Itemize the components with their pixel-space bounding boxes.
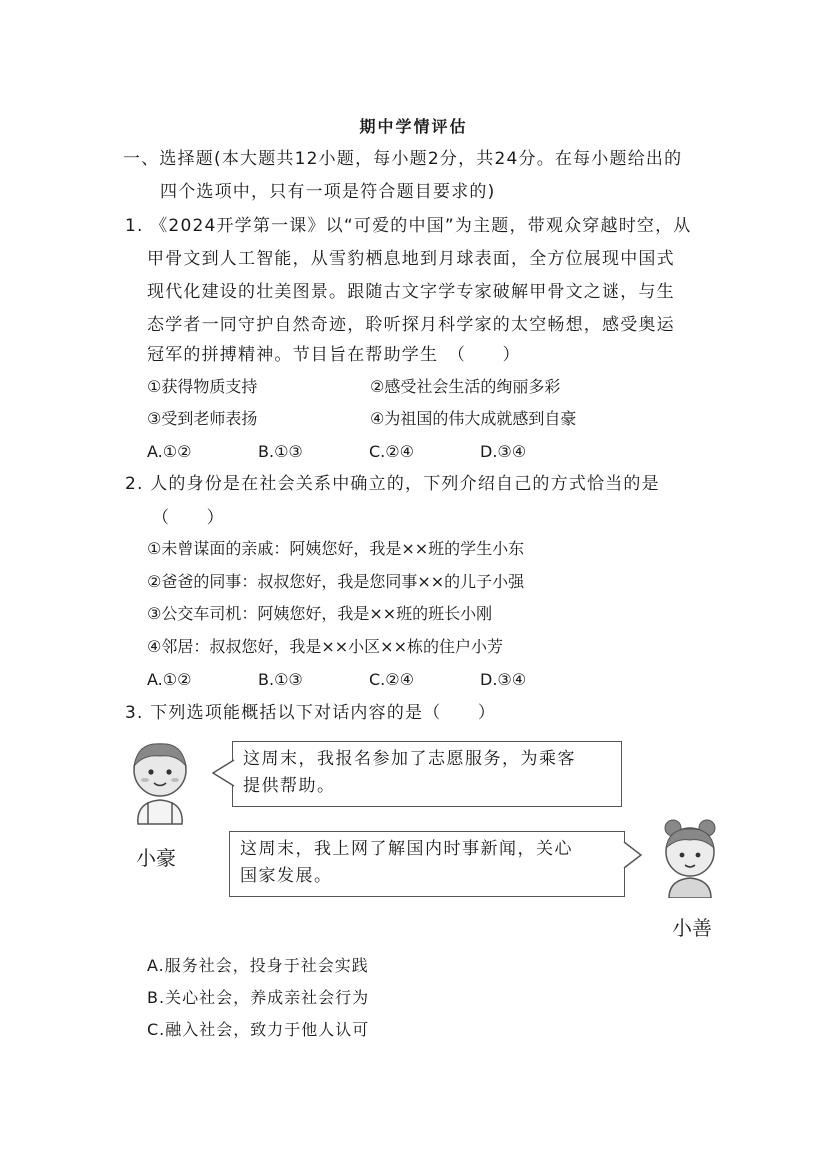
question-2-choice-b[interactable]: B.①③ bbox=[258, 670, 303, 689]
question-2-item: ④邻居：叔叔您好，我是××小区××栋的住户小芳 bbox=[147, 637, 503, 656]
question-2-item: ①未曾谋面的亲戚：阿姨您好，我是××班的学生小东 bbox=[147, 539, 525, 558]
question-1-item: ②感受社会生活的绚丽多彩 bbox=[370, 377, 561, 396]
question-1-item: ④为祖国的伟大成就感到自豪 bbox=[370, 409, 577, 428]
bubble-tail-left bbox=[211, 758, 235, 788]
question-1-stem: 1. 《2024开学第一课》以“可爱的中国”为主题，带观众穿越时空，从 bbox=[125, 216, 692, 236]
speech-bubble-text: 提供帮助。 bbox=[243, 776, 336, 796]
speech-bubble-text: 国家发展。 bbox=[240, 866, 333, 886]
page-title: 期中学情评估 bbox=[359, 117, 468, 136]
question-3-choice-b[interactable]: B.关心社会，养成亲社会行为 bbox=[147, 988, 370, 1007]
question-2-item: ②爸爸的同事：叔叔您好，我是您同事××的儿子小强 bbox=[147, 572, 525, 591]
speaker-name-xiaoshan: 小善 bbox=[672, 916, 712, 940]
question-1-stem: 冠军的拼搏精神。节目旨在帮助学生 （ ） bbox=[147, 345, 521, 365]
question-1-stem: 态学者一同守护自然奇迹，聆听探月科学家的太空畅想，感受奥运 bbox=[147, 315, 675, 335]
question-3-stem: 3. 下列选项能概括以下对话内容的是（ ） bbox=[125, 703, 497, 723]
speech-bubble-text: 这周末，我上网了解国内时事新闻，关心 bbox=[240, 839, 573, 859]
boy-illustration bbox=[120, 738, 200, 826]
question-1-choice-a[interactable]: A.①② bbox=[147, 442, 192, 461]
speech-bubble-text: 这周末，我报名参加了志愿服务，为乘客 bbox=[243, 749, 576, 769]
question-2-item: ③公交车司机：阿姨您好，我是××班的班长小刚 bbox=[147, 604, 493, 623]
speech-bubble-xiaohao bbox=[232, 741, 622, 807]
speaker-name-xiaohao: 小豪 bbox=[136, 846, 176, 870]
bubble-tail-right bbox=[623, 840, 643, 870]
question-1-item: ③受到老师表扬 bbox=[147, 409, 258, 428]
question-2-stem: （ ） bbox=[152, 508, 225, 528]
question-3-choice-a[interactable]: A.服务社会，投身于社会实践 bbox=[147, 956, 369, 975]
question-1-item: ①获得物质支持 bbox=[147, 377, 258, 396]
question-2-choice-c[interactable]: C.②④ bbox=[369, 670, 414, 689]
question-1-stem: 现代化建设的壮美图景。跟随古文字学专家破解甲骨文之谜，与生 bbox=[147, 282, 675, 302]
question-1-choice-b[interactable]: B.①③ bbox=[258, 442, 303, 461]
question-2-choice-a[interactable]: A.①② bbox=[147, 670, 192, 689]
girl-illustration bbox=[655, 818, 725, 898]
section-heading: 一、选择题(本大题共12小题，每小题2分，共24分。在每小题给出的 bbox=[123, 149, 683, 169]
question-1-stem: 甲骨文到人工智能，从雪豹栖息地到月球表面，全方位展现中国式 bbox=[147, 249, 675, 269]
question-1-choice-c[interactable]: C.②④ bbox=[369, 442, 414, 461]
question-2-choice-d[interactable]: D.③④ bbox=[480, 670, 527, 689]
question-3-choice-c[interactable]: C.融入社会，致力于他人认可 bbox=[147, 1020, 370, 1039]
section-heading-cont: 四个选项中，只有一项是符合题目要求的) bbox=[160, 182, 496, 202]
question-2-stem: 2. 人的身份是在社会关系中确立的，下列介绍自己的方式恰当的是 bbox=[125, 474, 660, 494]
speech-bubble-xiaoshan bbox=[229, 831, 625, 897]
question-1-choice-d[interactable]: D.③④ bbox=[480, 442, 527, 461]
